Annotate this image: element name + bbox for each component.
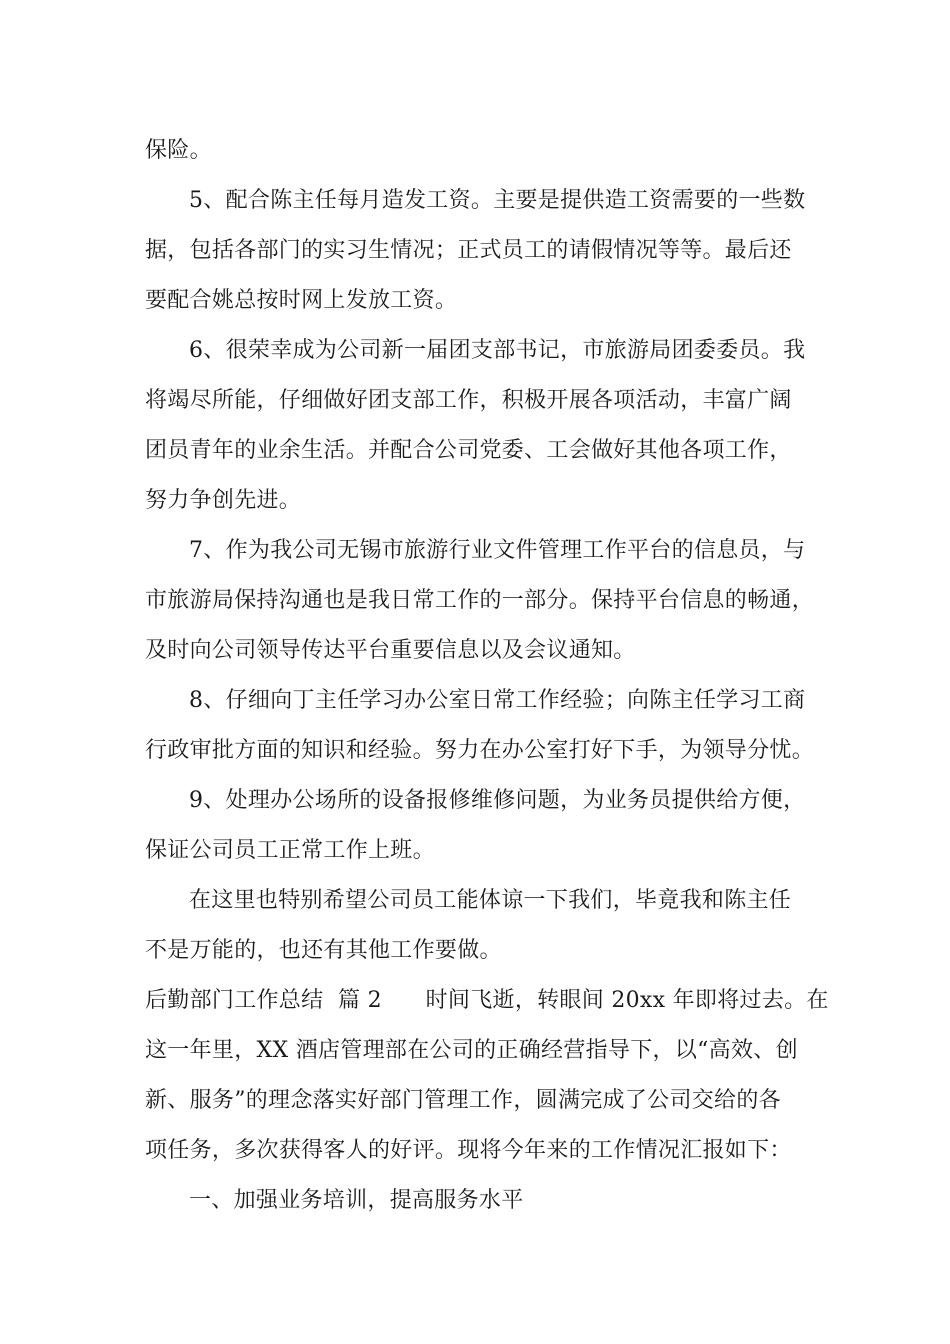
subheading-line: 一、加强业务培训，提高服务水平 (189, 1188, 524, 1213)
text-line: 9、处理办公场所的设备报修维修问题，为业务员提供给方便， (189, 788, 806, 813)
text-line: 不是万能的，也还有其他工作要做。 (145, 938, 502, 963)
text-line: 行政审批方面的知识和经验。努力在办公室打好下手，为领导分忧。 (145, 738, 815, 763)
text-line: 5、配合陈主任每月造发工资。主要是提供造工资需要的一些数 (189, 188, 806, 213)
text-line: 据，包括各部门的实习生情况；正式员工的请假情况等等。最后还 (145, 238, 792, 263)
text-line: 6、很荣幸成为公司新一届团支部书记，市旅游局团委委员。我 (189, 338, 806, 363)
text-line: 及时向公司领导传达平台重要信息以及会议通知。 (145, 638, 636, 663)
text-line: 这一年里，XX 酒店管理部在公司的正确经营指导下，以“高效、创 (145, 1038, 798, 1063)
text-line: 在这里也特别希望公司员工能体谅一下我们，毕竟我和陈主任 (189, 888, 792, 913)
text-line: 8、仔细向丁主任学习办公室日常工作经验；向陈主任学习工商 (189, 688, 806, 713)
text-line: 新、服务”的理念落实好部门管理工作，圆满完成了公司交给的各 (145, 1088, 781, 1113)
text-line: 市旅游局保持沟通也是我日常工作的一部分。保持平台信息的畅通， (145, 588, 815, 613)
text-line: 7、作为我公司无锡市旅游行业文件管理工作平台的信息员，与 (189, 538, 806, 563)
text-line: 保险。 (145, 138, 212, 163)
text-line: 团员青年的业余生活。并配合公司党委、工会做好其他各项工作， (145, 438, 792, 463)
section-heading-line: 后勤部门工作总结 篇 2 时间飞逝，转眼间 20xx 年即将过去。在 (145, 988, 829, 1013)
text-line: 保证公司员工正常工作上班。 (145, 838, 435, 863)
text-line: 努力争创先进。 (145, 488, 302, 513)
text-line: 要配合姚总按时网上发放工资。 (145, 288, 458, 313)
text-line: 项任务，多次获得客人的好评。现将今年来的工作情况汇报如下： (145, 1138, 792, 1163)
text-line: 将竭尽所能，仔细做好团支部工作，积极开展各项活动，丰富广阔 (145, 388, 792, 413)
